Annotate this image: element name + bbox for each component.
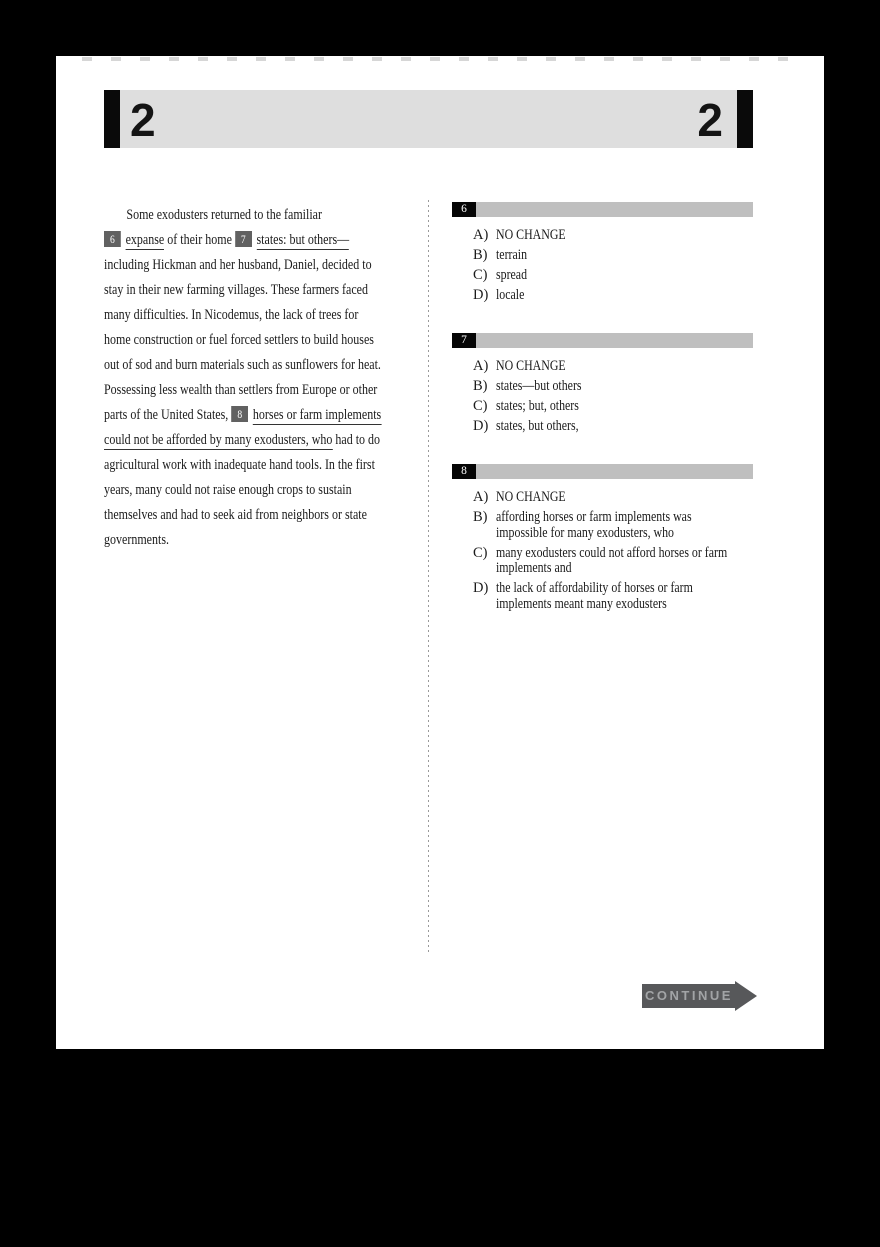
choice-8C — [452, 544, 753, 580]
choice-text: NO CHANGE — [496, 227, 566, 243]
page-edge-marks — [82, 57, 798, 61]
section-number-right: 2 — [697, 94, 723, 146]
section-header — [104, 90, 753, 148]
choice-letter: C) — [473, 544, 488, 561]
test-page — [56, 56, 824, 1049]
passage-text: Possessing less wealth than settlers from Europe or other — [104, 382, 378, 398]
passage-text: governments. — [104, 532, 169, 548]
choice-text: spread — [496, 267, 528, 283]
choice-7B — [452, 377, 753, 397]
passage-text: parts of the United States, — [104, 407, 232, 423]
question-header — [452, 202, 753, 217]
passage-text: home construction or fuel forced settlers to build houses — [104, 332, 374, 348]
passage-line — [104, 253, 412, 278]
passage-line — [104, 403, 412, 428]
choice-6B — [452, 246, 753, 266]
passage-text: of their home — [164, 232, 235, 248]
column-divider — [428, 200, 429, 955]
passage — [104, 203, 412, 553]
choice-7C — [452, 397, 753, 417]
choice-letter: B) — [473, 247, 488, 263]
choices-list — [452, 488, 753, 615]
question-header — [452, 464, 753, 479]
choice-text: states—but others — [496, 378, 582, 394]
question-header-bar — [476, 333, 753, 348]
header-left-bar — [104, 90, 120, 148]
passage-line — [104, 303, 412, 328]
choices-list — [452, 226, 753, 306]
continue-arrow-icon — [735, 981, 757, 1011]
choice-text: the lack of affordability of horses or farm implements meant many exodusters — [496, 580, 693, 612]
questions-column — [452, 202, 753, 642]
choice-6D — [452, 286, 753, 306]
choice-letter: D) — [473, 580, 489, 596]
question-header-bar — [476, 464, 753, 479]
passage-text: themselves and had to seek aid from neighbors or state — [104, 507, 367, 523]
question-7 — [452, 333, 753, 437]
choice-letter: C) — [473, 398, 488, 414]
choice-text: NO CHANGE — [496, 489, 566, 505]
passage-line — [104, 503, 412, 528]
choice-8A — [452, 488, 753, 508]
question-number: 8 — [452, 464, 476, 479]
underlined-text: horses or farm implements — [252, 407, 382, 423]
choice-letter: D) — [473, 418, 489, 434]
choice-6A — [452, 226, 753, 246]
passage-line — [104, 378, 412, 403]
choice-text: many exodusters could not afford horses or farm implements and — [496, 544, 728, 576]
question-8 — [452, 464, 753, 615]
passage-line — [104, 453, 412, 478]
question-ref-6: 6 — [104, 231, 121, 247]
choice-text: states; but, others — [496, 398, 579, 414]
choice-letter: A) — [473, 489, 489, 505]
choice-6C — [452, 266, 753, 286]
passage-line — [104, 478, 412, 503]
question-number: 6 — [452, 202, 476, 217]
choice-letter: B) — [473, 509, 488, 525]
choice-8B — [452, 508, 753, 544]
passage-text: many difficulties. In Nicodemus, the lack of trees for — [104, 307, 359, 323]
question-ref-7: 7 — [235, 231, 252, 247]
underlined-text: states: but others— — [256, 232, 350, 248]
passage-line — [104, 228, 412, 253]
question-6 — [452, 202, 753, 306]
passage-text: out of sod and burn materials such as sunflowers for heat. — [104, 357, 381, 373]
choice-7D — [452, 417, 753, 437]
continue-label: CONTINUE — [645, 988, 733, 1003]
question-header-bar — [476, 202, 753, 217]
continue-button[interactable] — [642, 984, 736, 1008]
underlined-text: could not be afforded by many exodusters, who — [104, 432, 333, 448]
question-number: 7 — [452, 333, 476, 348]
choice-letter: A) — [473, 227, 489, 243]
passage-text: Some exodusters returned to the familiar — [126, 207, 323, 223]
section-number-left: 2 — [130, 94, 156, 146]
choices-list — [452, 357, 753, 437]
passage-line — [104, 328, 412, 353]
choice-text: affording horses or farm implements was impossible for many exodusters, who — [496, 509, 692, 541]
choice-text: NO CHANGE — [496, 358, 566, 374]
choice-text: locale — [496, 287, 525, 303]
passage-text: agricultural work with inadequate hand tools. In the first — [104, 457, 375, 473]
header-right-bar — [737, 90, 753, 148]
choice-8D — [452, 579, 753, 615]
choice-7A — [452, 357, 753, 377]
question-header — [452, 333, 753, 348]
choice-letter: C) — [473, 267, 488, 283]
passage-text: had to do — [332, 432, 381, 448]
choice-text: terrain — [496, 247, 528, 263]
passage-line — [104, 528, 412, 553]
choice-letter: A) — [473, 358, 489, 374]
passage-text: including Hickman and her husband, Daniel, decided to — [104, 257, 372, 273]
passage-line — [104, 203, 412, 228]
choice-letter: B) — [473, 378, 488, 394]
choice-letter: D) — [473, 287, 489, 303]
passage-text: stay in their new farming villages. These farmers faced — [104, 282, 369, 298]
underlined-text: expanse — [125, 232, 165, 248]
passage-text: years, many could not raise enough crops to sustain — [104, 482, 352, 498]
question-ref-8: 8 — [231, 406, 248, 422]
passage-line — [104, 278, 412, 303]
choice-text: states, but others, — [496, 418, 579, 434]
passage-line — [104, 353, 412, 378]
passage-line — [104, 428, 412, 453]
